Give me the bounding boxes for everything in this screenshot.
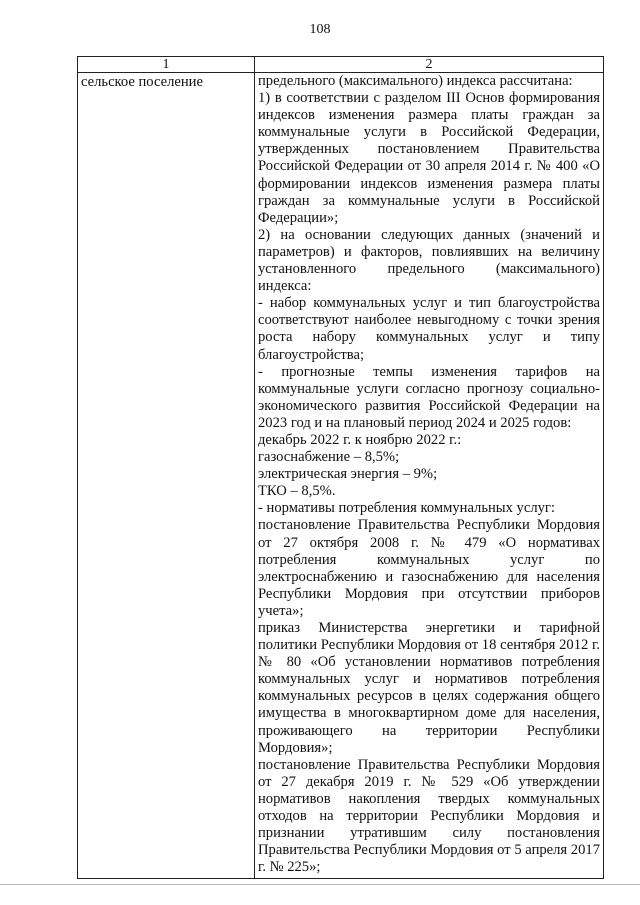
municipality-cell: [78, 73, 255, 879]
table-header-row: [78, 57, 604, 73]
paragraph-basis-1: 1) в соответствии с разделом III Основ формирования индексов изменения размера платы граждан за коммунальные услуги в Российской Федерации, утвержденных постановлением Правительства Российской Федерации от 30 апреля 2014 г. № 400 «О формировании индексов изменения размера платы граждан за коммунальные услуги в Российской Федерации»;: [258, 90, 600, 226]
column-header-2: 2: [255, 57, 604, 73]
paragraph-gas-rate: газоснабжение – 8,5%;: [258, 449, 400, 466]
table-row: [78, 73, 604, 879]
paragraph-norm-decree-529: постановление Правительства Республики Мордовия от 27 декабря 2019 г. № 529 «Об утверждении нормативов накопления твердых коммунальных отходов на территории Республики Мордовия и признании утратившим силу постановления Правительства Республики Мордовия от 5 апреля 2017 г. № 225»;: [258, 756, 600, 876]
paragraph-waste-rate: ТКО – 8,5%.: [258, 483, 336, 500]
justification-cell: [255, 73, 604, 879]
paragraph-norm-order-80: приказ Министерства энергетики и тарифной политики Республики Мордовия от 18 сентября 2012 г. № 80 «Об установлении нормативов потребления коммунальных услуг и нормативов потребления коммунальных ресурсов в целях содержания общего имущества в многоквартирном доме для населения, проживающего на территории Республики Мордовия»;: [258, 620, 600, 756]
paragraph-norm-decree-479: постановление Правительства Республики Мордовия от 27 октября 2008 г. № 479 «О нормативах потребления коммунальных услуг по электроснабжению и газоснабжению для населения Республики Мордовия при отсутствии приборов учета»;: [258, 517, 600, 619]
paragraph-tariff-forecast: - прогнозные темпы изменения тарифов на коммунальные услуги согласно прогнозу социально-экономического развития Российской Федерации на 2023 год и на плановый период 2024 и 2025 годов:: [258, 363, 600, 431]
paragraph-norms-heading: - нормативы потребления коммунальных услуг:: [258, 500, 555, 517]
paragraph-intro: предельного (максимального) индекса рассчитана:: [258, 73, 573, 89]
municipality-type-text: сельское поселение: [81, 74, 203, 90]
paragraph-electricity-rate: электрическая энергия – 9%;: [258, 466, 438, 483]
scan-edge-line: [0, 884, 640, 885]
page-number: 108: [309, 22, 331, 37]
paragraph-period: декабрь 2022 г. к ноябрю 2022 г.:: [258, 431, 462, 448]
column-header-1: 1: [78, 57, 255, 73]
paragraph-basis-2: 2) на основании следующих данных (значений и параметров) и факторов, повлиявших на величину установленного предельного (максимального) индекса:: [258, 226, 600, 295]
paragraph-services-set: - набор коммунальных услуг и тип благоустройства соответствуют наиболее невыгодному с точки зрения роста набору коммунальных услуг и типу благоустройства;: [258, 295, 600, 363]
document-table: [77, 56, 604, 879]
